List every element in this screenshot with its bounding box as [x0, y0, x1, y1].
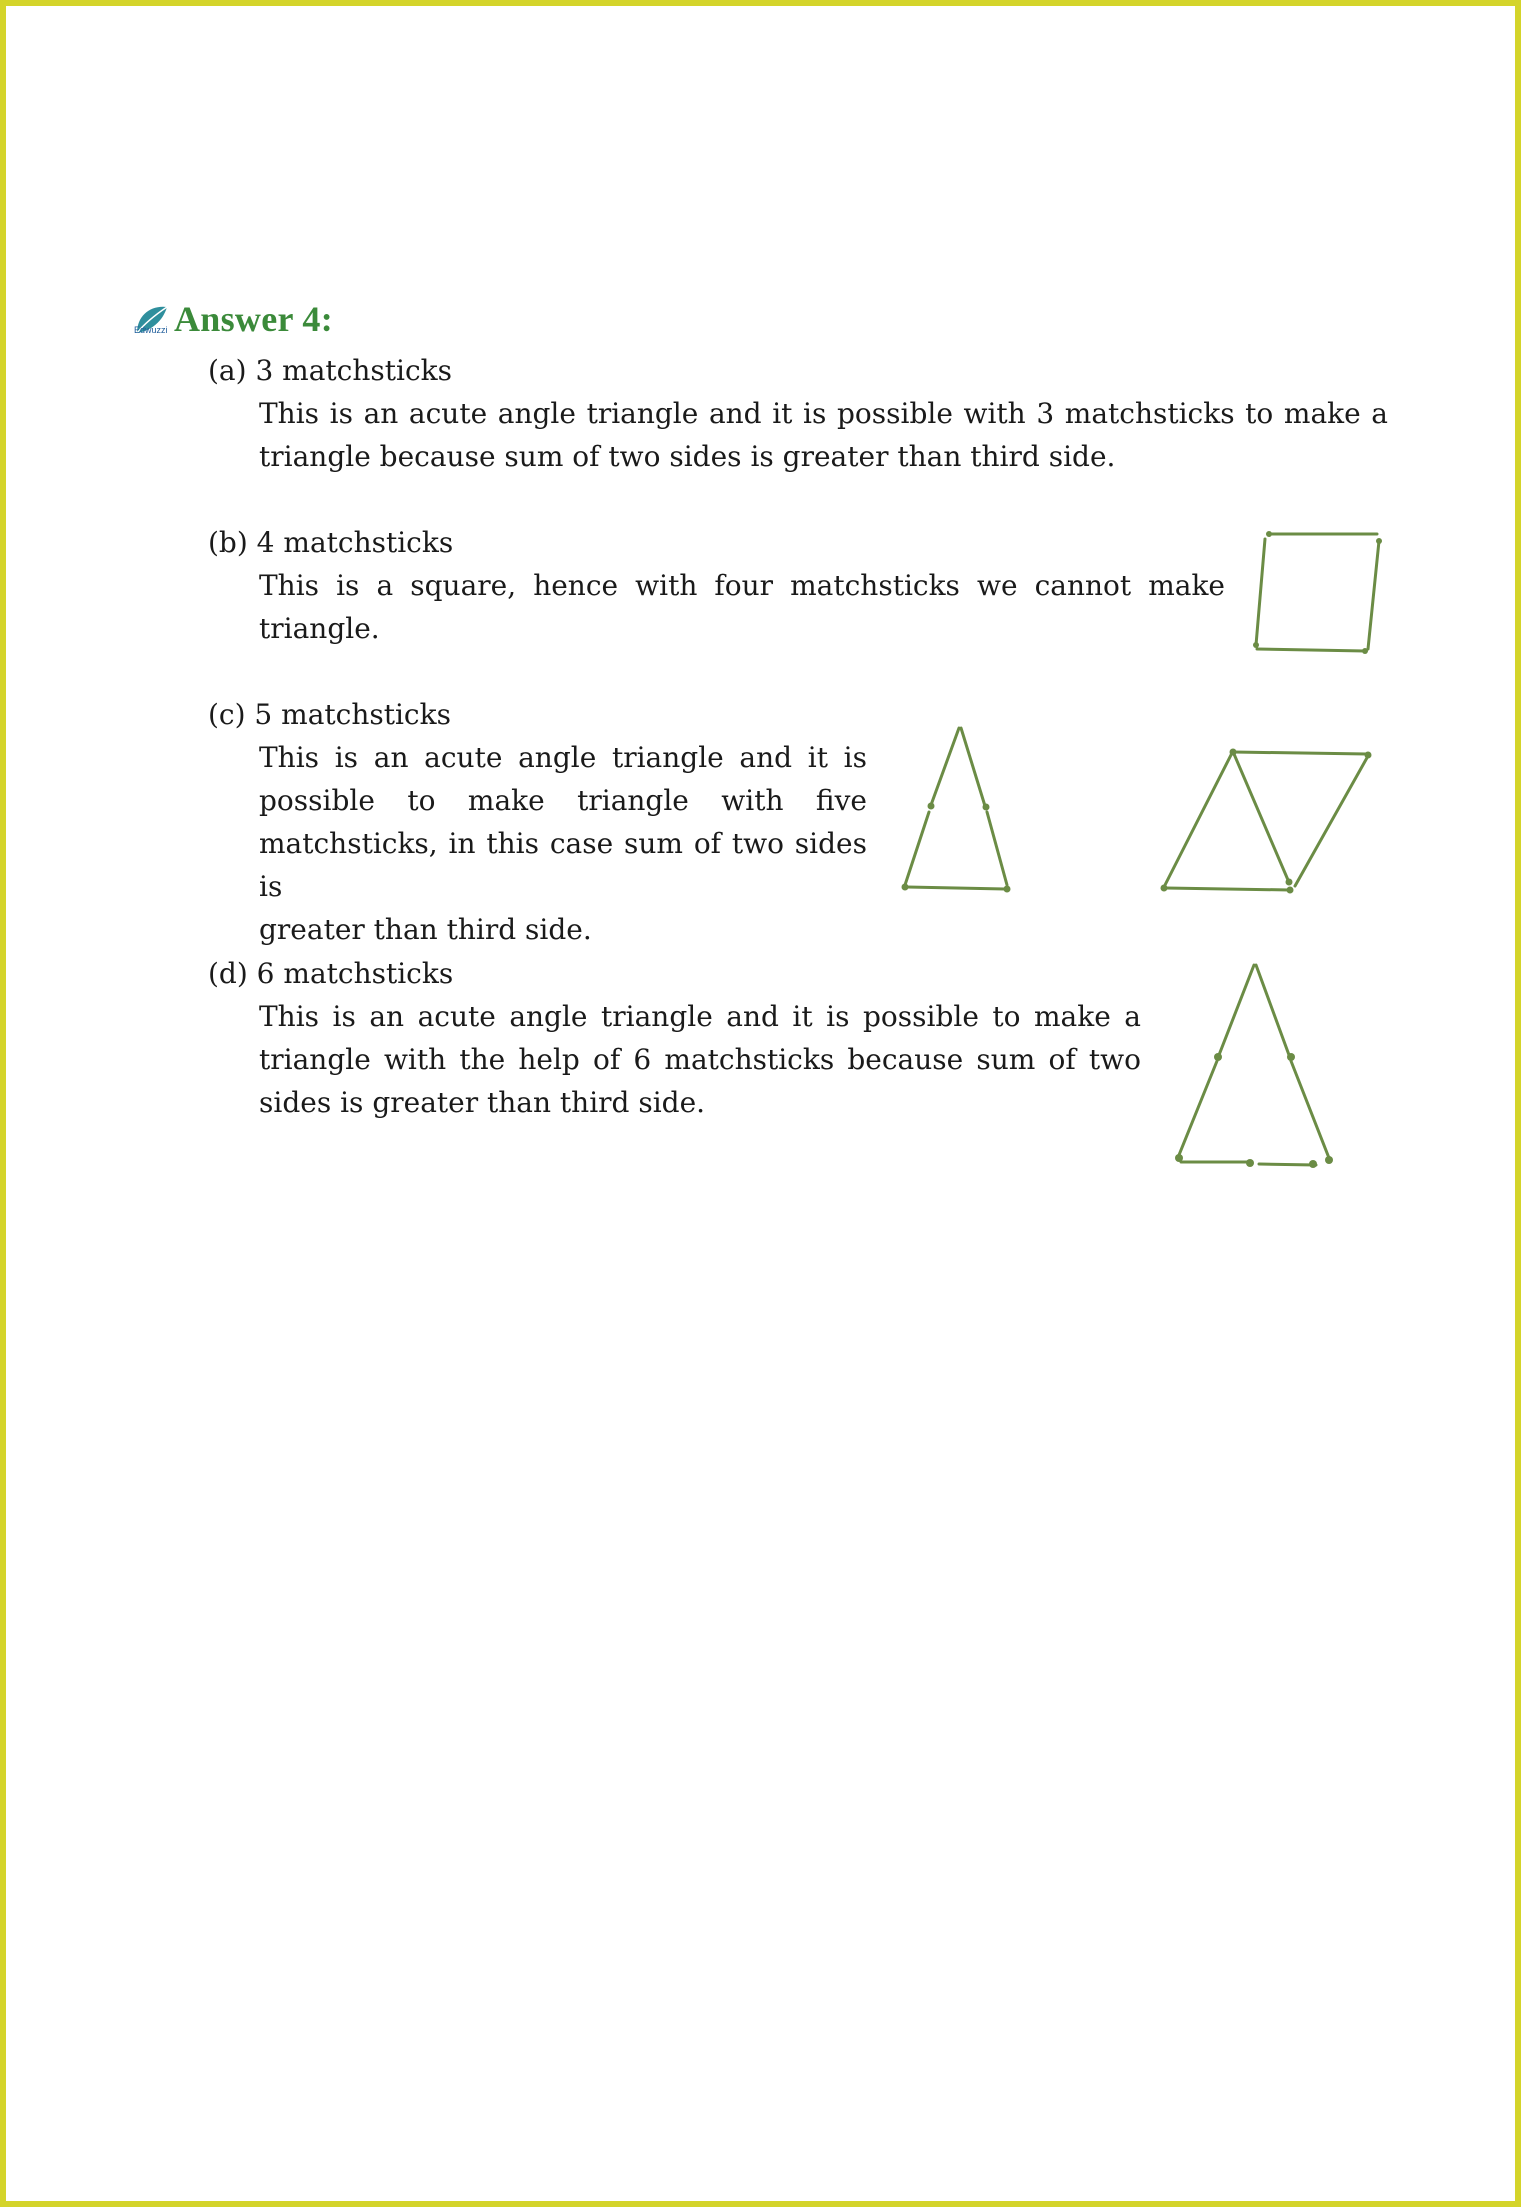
part-c-line-1: This is an acute angle triangle and it is: [259, 741, 867, 774]
part-a-line-1: This is an acute angle triangle and it is possible with 3 matchsticks to make a: [259, 397, 1388, 430]
logo-text: Edwuzzi: [134, 325, 168, 335]
part-b-text: [259, 564, 1225, 650]
part-c-line-2: possible to make triangle with five: [259, 784, 867, 817]
part-c-line-3: matchsticks, in this case sum of two sides is: [259, 827, 867, 903]
part-b-line-1: This is a square, hence with four matchsticks we cannot make: [259, 569, 1225, 602]
answer-heading: Answer 4:: [174, 299, 334, 339]
part-d-line-1: This is an acute angle triangle and it is possible to make a: [259, 1000, 1141, 1033]
part-a-line-2: triangle because sum of two sides is greater than third side.: [259, 440, 1116, 473]
five-stick-triangle-figure: [895, 720, 1025, 900]
part-c-label: (c) 5 matchsticks: [208, 698, 451, 731]
part-d-line-3: sides is greater than third side.: [259, 1086, 706, 1119]
part-c-line-4: greater than third side.: [259, 913, 592, 946]
part-b-line-2: triangle.: [259, 612, 380, 645]
part-d-line-2: triangle with the help of 6 matchsticks because sum of two: [259, 1043, 1141, 1076]
part-d-label: (d) 6 matchsticks: [208, 957, 454, 990]
part-c-text: [259, 736, 867, 951]
part-d-text: [259, 995, 1141, 1124]
part-a-label: (a) 3 matchsticks: [208, 354, 452, 387]
part-b-label: (b) 4 matchsticks: [208, 526, 454, 559]
trapezoid-figure: [1150, 740, 1380, 900]
part-a-text: [259, 392, 1388, 478]
square-figure: [1245, 525, 1385, 655]
six-stick-triangle-figure: [1165, 955, 1345, 1175]
